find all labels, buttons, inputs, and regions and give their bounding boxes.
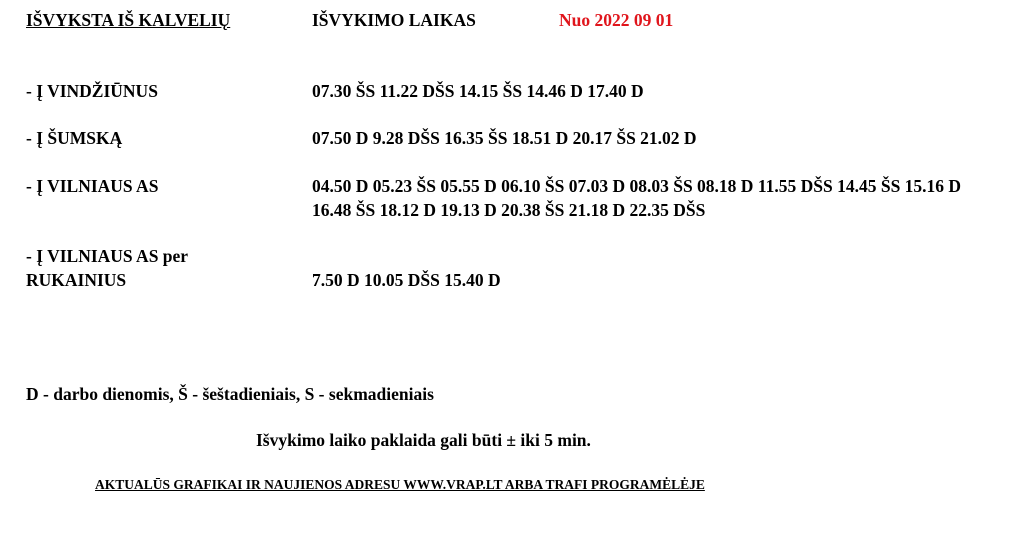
legend-text: D - darbo dienomis, Š - šeštadieniais, S - sekmadieniais [26,384,434,404]
valid-from-date: Nuo 2022 09 01 [559,10,674,30]
route-destination-line1: - Į VILNIAUS AS per [26,246,189,266]
route-destination: - Į VILNIAUS AS [26,176,159,196]
route-destination-line2: RUKAINIUS [26,270,127,290]
route-destination: - Į ŠUMSKĄ [26,128,123,148]
route-times: 07.30 ŠS 11.22 DŠS 14.15 ŠS 14.46 D 17.40 D [312,81,644,101]
route-times: 04.50 D 05.23 ŠS 05.55 D 06.10 ŠS 07.03 D 08.03 ŠS 08.18 D 11.55 DŠS 14.45 ŠS 15.16 D 16.48 ŠS 18.12 D 19.13 D 20.38 ŠS 21.18 D 22.35 DŠS [312,176,962,220]
footer-website-link[interactable]: AKTUALŪS GRAFIKAI IR NAUJIENOS ADRESU WWW.VRAP.LT ARBA TRAFI PROGRAMĖLĖJE [95,477,705,492]
route-times: 07.50 D 9.28 DŠS 16.35 ŠS 18.51 D 20.17 ŠS 21.02 D [312,128,697,148]
header-departure-time: IŠVYKIMO LAIKAS [312,10,476,30]
route-times: 7.50 D 10.05 DŠS 15.40 D [312,270,501,290]
header-departure-from: IŠVYKSTA IŠ KALVELIŲ [26,10,231,30]
route-destination: - Į VINDŽIŪNUS [26,81,158,101]
tolerance-note: Išvykimo laiko paklaida gali būti ± iki 5 min. [256,430,591,450]
